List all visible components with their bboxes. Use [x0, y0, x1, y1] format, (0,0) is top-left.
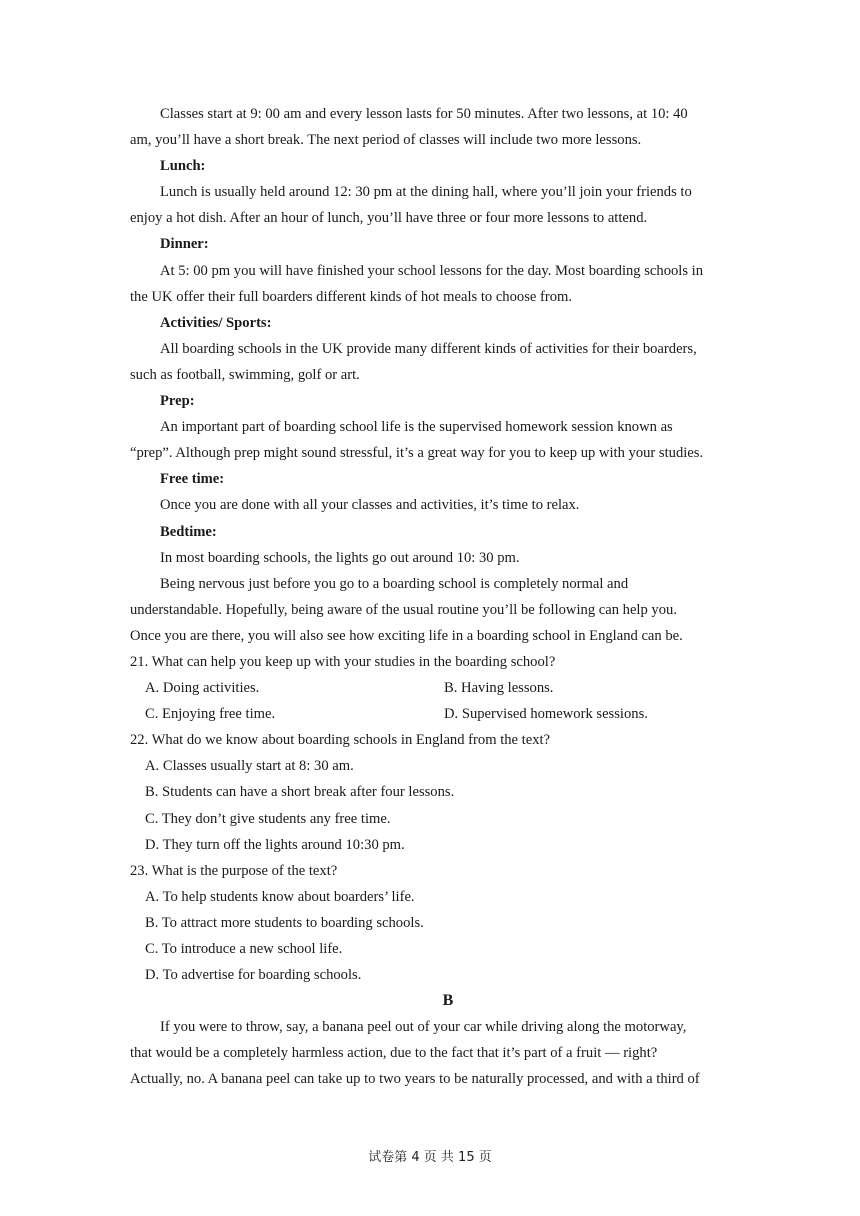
section-heading-lunch: Lunch: — [160, 158, 206, 175]
section-heading-dinner: Dinner: — [160, 236, 209, 253]
section-heading-free-time: Free time: — [160, 471, 225, 488]
option-a: A. To help students know about boarders’ life. — [145, 888, 415, 905]
option-a: A. Doing activities. — [145, 680, 260, 697]
option-c: C. Enjoying free time. — [145, 706, 276, 723]
section-heading-activities: Activities/ Sports: — [160, 314, 272, 331]
paragraph-line: At 5: 00 pm you will have finished your school lessons for the day. Most boarding schools in — [160, 262, 704, 279]
paragraph-line: the UK offer their full boarders different kinds of hot meals to choose from. — [130, 288, 573, 305]
paragraph-line: understandable. Hopefully, being aware of the usual routine you’ll be following can help you. — [130, 601, 677, 618]
option-c: C. To introduce a new school life. — [145, 941, 343, 957]
section-heading-prep: Prep: — [160, 393, 195, 410]
question-21-options-row-2 — [130, 701, 730, 727]
question-stem-22: 22. What do we know about boarding schools in England from the text? — [130, 732, 551, 749]
paragraph-line: Being nervous just before you go to a boarding school is completely normal and — [160, 575, 629, 592]
paragraph-line: Classes start at 9: 00 am and every lesson lasts for 50 minutes. After two lessons, at 10: 40 — [160, 106, 688, 122]
option-b: B. To attract more students to boarding schools. — [145, 914, 424, 931]
section-b-heading: B — [442, 992, 454, 1010]
question-stem-21: 21. What can help you keep up with your studies in the boarding school? — [130, 653, 556, 670]
option-b: B. Having lessons. — [444, 680, 554, 697]
paragraph-line: am, you’ll have a short break. The next period of classes will include two more lessons. — [130, 132, 642, 149]
option-d: D. Supervised homework sessions. — [444, 706, 648, 723]
option-a: A. Classes usually start at 8: 30 am. — [145, 758, 354, 775]
question-21-options-row-1 — [130, 675, 730, 701]
option-c: C. They don’t give students any free time. — [145, 810, 391, 827]
paragraph-line: Once you are done with all your classes and activities, it’s time to relax. — [160, 497, 580, 514]
paragraph-line: In most boarding schools, the lights go out around 10: 30 pm. — [160, 549, 520, 566]
paragraph-line: Once you are there, you will also see how exciting life in a boarding school in England can be. — [130, 627, 683, 644]
paragraph-line: Actually, no. A banana peel can take up to two years to be naturally processed, and with a third of — [130, 1071, 700, 1088]
paragraph-line: that would be a completely harmless action, due to the fact that it’s part of a fruit — right? — [130, 1045, 658, 1062]
paragraph-line: An important part of boarding school life is the supervised homework session known as — [160, 419, 673, 436]
option-b: B. Students can have a short break after four lessons. — [145, 784, 455, 801]
section-heading-bedtime: Bedtime: — [160, 523, 217, 540]
option-d: D. They turn off the lights around 10:30 pm. — [145, 836, 405, 853]
question-stem-23: 23. What is the purpose of the text? — [130, 862, 338, 879]
option-d: D. To advertise for boarding schools. — [145, 967, 362, 984]
paragraph-line: All boarding schools in the UK provide many different kinds of activities for their boarders, — [160, 340, 697, 357]
paragraph-line: such as football, swimming, golf or art. — [130, 366, 360, 383]
paragraph-line: “prep”. Although prep might sound stressful, it’s a great way for you to keep up with your studies. — [130, 445, 704, 462]
document-body — [130, 101, 730, 1093]
paragraph-line: Lunch is usually held around 12: 30 pm at the dining hall, where you’ll join your friends to — [160, 184, 692, 201]
paragraph-line: enjoy a hot dish. After an hour of lunch, you’ll have three or four more lessons to attend. — [130, 210, 648, 227]
page-footer: 试卷第 4 页 共 15 页 — [368, 1150, 492, 1165]
paragraph-line: If you were to throw, say, a banana peel out of your car while driving along the motorway, — [160, 1019, 687, 1036]
